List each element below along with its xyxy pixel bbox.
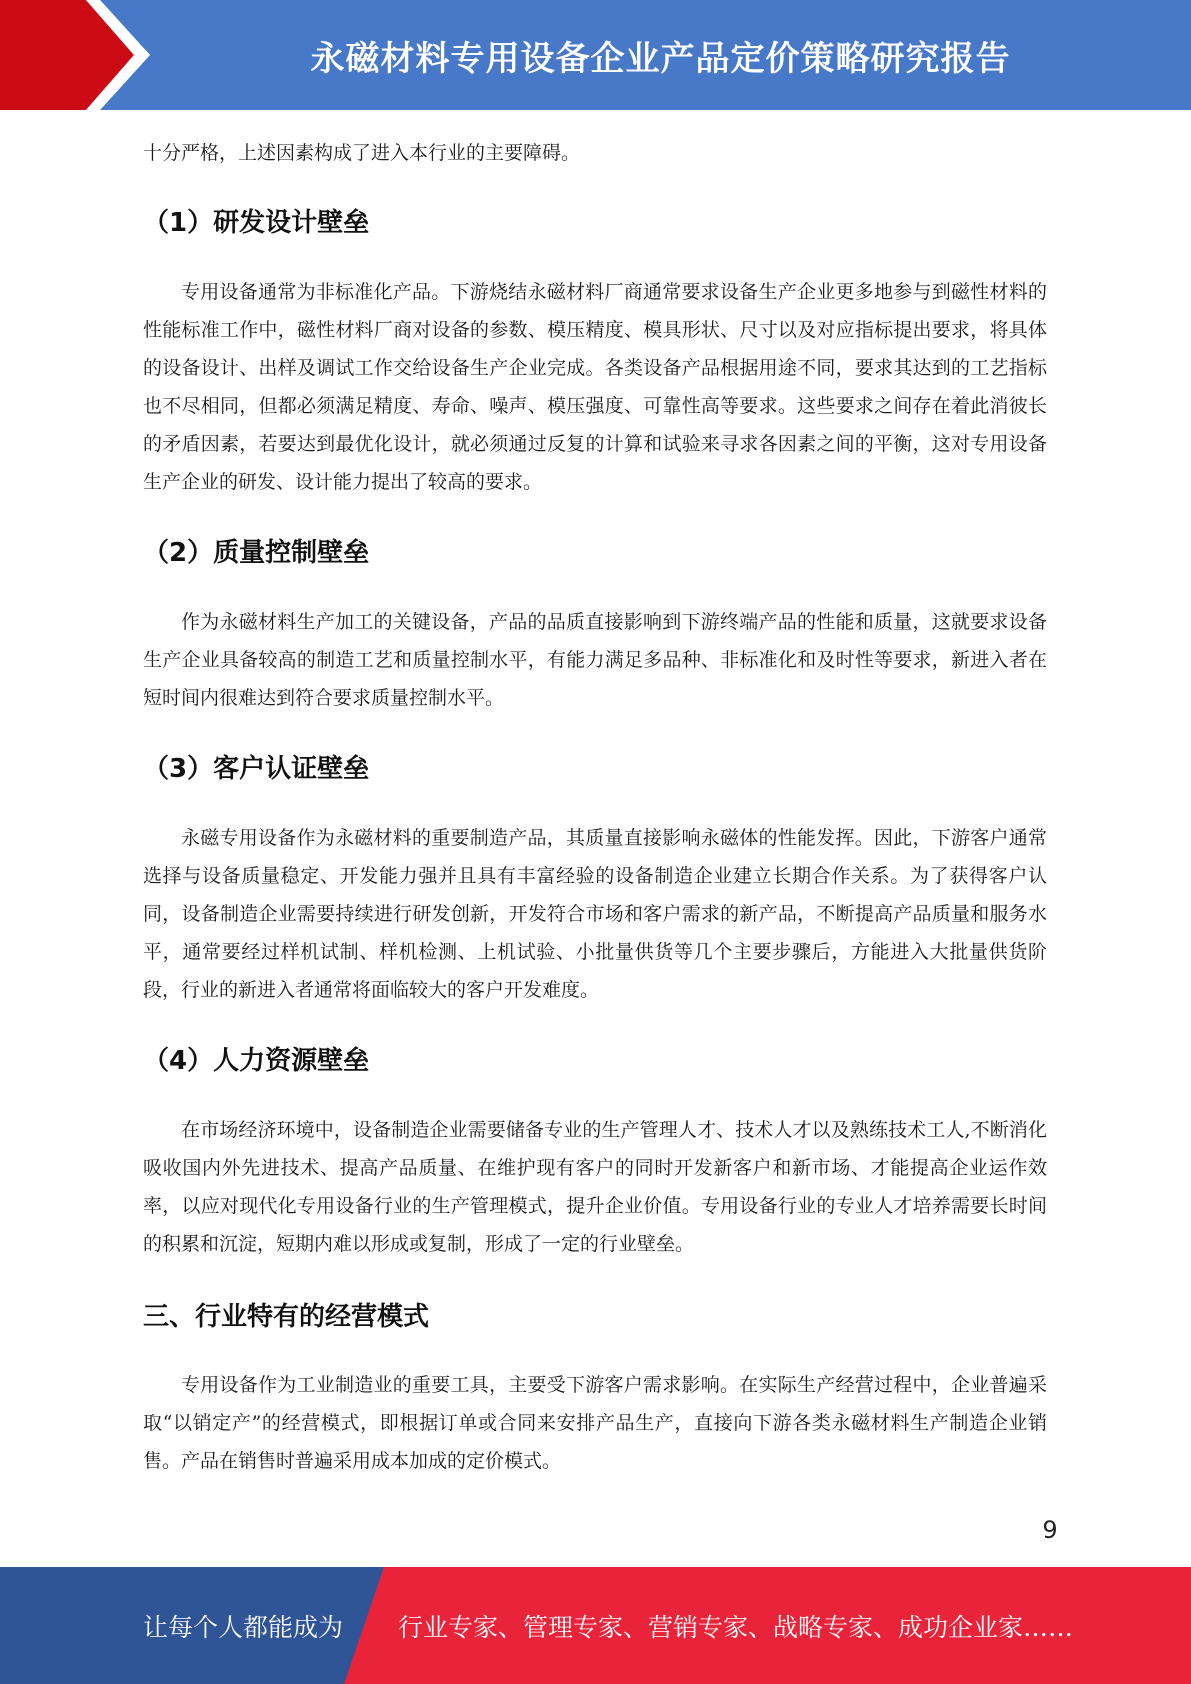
section-paragraph-rd: 专用设备通常为非标准化产品。下游烧结永磁材料厂商通常要求设备生产企业更多地参与到磁性材料的性能标准工作中，磁性材料厂商对设备的参数、模压精度、模具形状、尺寸以及对应指标提出要求，将具体的设备设计、出样及调试工作交给设备生产企业完成。各类设备产品根据用途不同，要求其达到的工艺指标也不尽相同，但都必须满足精度、寿命、噪声、模压强度、可靠性高等要求。这些要求之间存在着此消彼长的矛盾因素，若要达到最优化设计，就必须通过反复的计算和试验来寻求各因素之间的平衡，这对专用设备生产企业的研发、设计能力提出了较高的要求。 xyxy=(143,281,1047,493)
report-title: 永磁材料专用设备企业产品定价策略研究报告 xyxy=(310,38,1011,79)
chapter-paragraph: 专用设备作为工业制造业的重要工具，主要受下游客户需求影响。在实际生产经营过程中，企业普遍采取“以销定产”的经营模式，即根据订单或合同来安排产品生产，直接向下游各类永磁材料生产制造企业销售。产品在销售时普遍采用成本加成的定价模式。 xyxy=(143,1374,1047,1472)
section-heading-quality: （2）质量控制壁垒 xyxy=(143,538,370,568)
chapter-heading: 三、行业特有的经营模式 xyxy=(143,1302,430,1332)
section-heading-customer: （3）客户认证壁垒 xyxy=(143,754,370,784)
section-heading-rd: （1）研发设计壁垒 xyxy=(143,208,370,238)
section-paragraph-quality: 作为永磁材料生产加工的关键设备，产品的品质直接影响到下游终端产品的性能和质量，这就要求设备生产企业具备较高的制造工艺和质量控制水平，有能力满足多品种、非标准化和及时性等要求，新进入者在短时间内很难达到符合要求质量控制水平。 xyxy=(143,611,1047,709)
footer-slogan-left: 让每个人都能成为 xyxy=(143,1612,344,1642)
section-heading-hr: （4）人力资源壁垒 xyxy=(143,1046,370,1076)
page-number: 9 xyxy=(1042,1516,1058,1544)
header-banner xyxy=(0,0,1191,110)
footer-banner xyxy=(0,1567,1191,1684)
intro-paragraph: 十分严格，上述因素构成了进入本行业的主要障碍。 xyxy=(143,142,581,164)
section-paragraph-customer: 永磁专用设备作为永磁材料的重要制造产品，其质量直接影响永磁体的性能发挥。因此，下游客户通常选择与设备质量稳定、开发能力强并且具有丰富经验的设备制造企业建立长期合作关系。为了获得客户认同，设备制造企业需要持续进行研发创新，开发符合市场和客户需求的新产品，不断提高产品质量和服务水平，通常要经过样机试制、样机检测、上机试验、小批量供货等几个主要步骤后，方能进入大批量供货阶段，行业的新进入者通常将面临较大的客户开发难度。 xyxy=(143,827,1047,1001)
footer-slogan-right: 行业专家、管理专家、营销专家、战略专家、成功企业家…… xyxy=(398,1612,1074,1642)
section-paragraph-hr: 在市场经济环境中，设备制造企业需要储备专业的生产管理人才、技术人才以及熟练技术工人,不断消化吸收国内外先进技术、提高产品质量、在维护现有客户的同时开发新客户和新市场、才能提高企业运作效率，以应对现代化专用设备行业的生产管理模式，提升企业价值。专用设备行业的专业人才培养需要长时间的积累和沉淀，短期内难以形成或复制，形成了一定的行业壁垒。 xyxy=(143,1119,1047,1255)
